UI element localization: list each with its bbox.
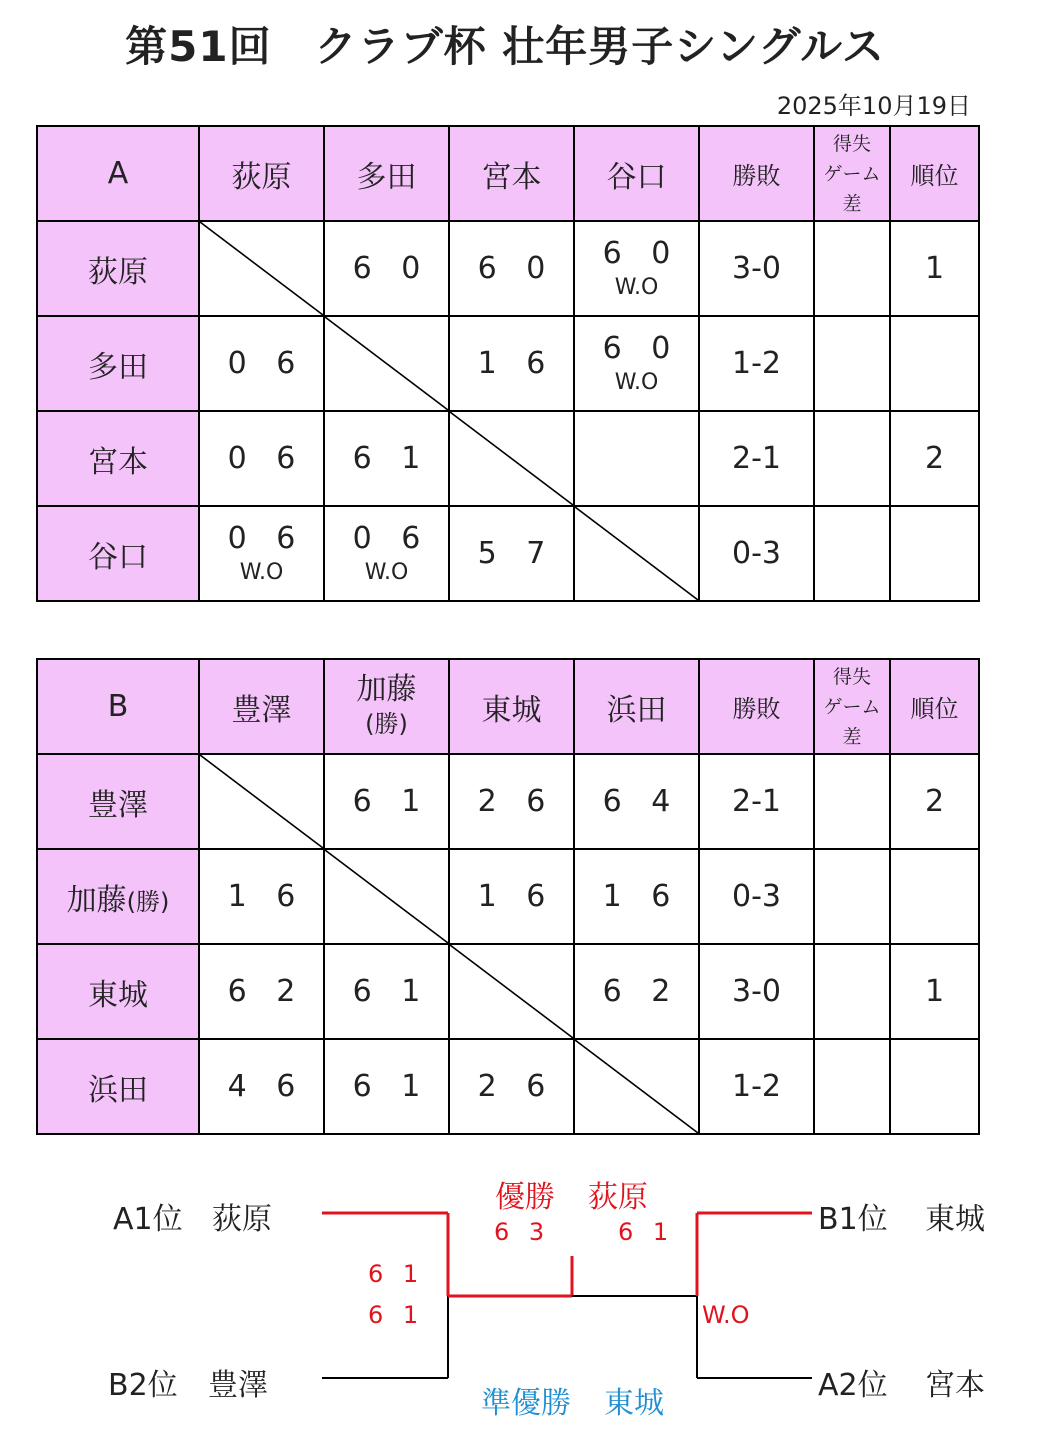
self-match-cell xyxy=(324,849,449,944)
record-cell: 1-2 xyxy=(699,316,814,411)
runnerup-label: 準優勝 xyxy=(481,1386,571,1421)
table-row xyxy=(37,1039,979,1134)
score: 5 7 xyxy=(477,536,556,571)
table-row xyxy=(37,506,979,601)
header-rank: 順位 xyxy=(890,659,979,754)
score-cell xyxy=(199,411,324,506)
group-label: A xyxy=(37,126,199,221)
self-match-cell xyxy=(199,754,324,849)
score: 6 0 xyxy=(602,331,681,366)
header-player: 宮本 xyxy=(449,126,574,221)
score-cell xyxy=(449,506,574,601)
b2-seed: B2位 xyxy=(108,1368,178,1403)
score-cell xyxy=(574,944,699,1039)
group-b-table xyxy=(36,658,980,1135)
score-cell xyxy=(324,411,449,506)
row-player xyxy=(37,944,199,1039)
header-winloss: 勝敗 xyxy=(699,126,814,221)
b1-seed: B1位 xyxy=(818,1202,888,1237)
semi-right-note: W.O xyxy=(702,1301,750,1329)
header-row xyxy=(37,126,979,221)
page-title: 第51回 クラブ杯 壮年男子シングルス xyxy=(125,22,885,71)
rank-cell: 2 xyxy=(890,411,979,506)
row-player-name: 東城 xyxy=(88,977,148,1013)
game-diff-cell xyxy=(814,506,890,601)
diagonal-line xyxy=(575,1040,698,1133)
header-player: 多田 xyxy=(324,126,449,221)
row-player-name: 豊澤 xyxy=(88,787,148,823)
score: 6 4 xyxy=(602,784,681,819)
record-cell: 0-3 xyxy=(699,849,814,944)
row-player-name: 加藤 xyxy=(66,882,127,918)
score: 0 6 xyxy=(227,441,306,476)
row-player-note: (勝) xyxy=(126,887,170,916)
header-game-diff-line: 得失 xyxy=(832,132,871,155)
record-cell: 2-1 xyxy=(699,411,814,506)
diagonal-line xyxy=(450,412,573,505)
score-cell xyxy=(574,849,699,944)
score-cell xyxy=(574,754,699,849)
score-cell xyxy=(199,944,324,1039)
semi-left-score-1: 6 1 xyxy=(368,1260,425,1288)
row-player-name: 宮本 xyxy=(88,444,148,480)
score-cell xyxy=(449,221,574,316)
row-player-name: 浜田 xyxy=(88,1072,148,1108)
score-cell xyxy=(324,754,449,849)
diagonal-line xyxy=(325,850,448,943)
score-cell xyxy=(199,849,324,944)
score: 6 0 xyxy=(477,251,556,286)
row-player xyxy=(37,754,199,849)
diagonal-line xyxy=(450,945,573,1038)
game-diff-cell xyxy=(814,1039,890,1134)
row-player xyxy=(37,849,199,944)
self-match-cell xyxy=(449,411,574,506)
score: 6 1 xyxy=(352,784,431,819)
header-row xyxy=(37,659,979,754)
b2-name: 豊澤 xyxy=(208,1368,268,1403)
score-cell xyxy=(449,1039,574,1134)
table-row xyxy=(37,411,979,506)
diagonal-line xyxy=(575,507,698,600)
header-player xyxy=(324,659,449,754)
header-player-note: (勝) xyxy=(365,709,408,738)
self-match-cell xyxy=(324,316,449,411)
game-diff-cell xyxy=(814,411,890,506)
row-player xyxy=(37,221,199,316)
row-player xyxy=(37,316,199,411)
score-cell xyxy=(574,316,699,411)
header-game-diff xyxy=(814,126,890,221)
rank-cell xyxy=(890,849,979,944)
header-game-diff xyxy=(814,659,890,754)
final-score-1: 6 3 xyxy=(494,1218,551,1246)
row-player xyxy=(37,506,199,601)
score-cell xyxy=(449,754,574,849)
a2-name: 宮本 xyxy=(925,1368,985,1403)
header-player: 浜田 xyxy=(574,659,699,754)
header-game-diff-line: 得失 xyxy=(832,665,871,688)
table-row xyxy=(37,849,979,944)
self-match-cell xyxy=(199,221,324,316)
score: 1 6 xyxy=(602,879,681,914)
header-rank: 順位 xyxy=(890,126,979,221)
score: 1 6 xyxy=(477,879,556,914)
table-row xyxy=(37,754,979,849)
score-cell xyxy=(449,849,574,944)
row-player xyxy=(37,411,199,506)
score-cell xyxy=(324,221,449,316)
score: 4 6 xyxy=(227,1069,306,1104)
table-row xyxy=(37,221,979,316)
diagonal-line xyxy=(325,317,448,410)
header-player: 豊澤 xyxy=(199,659,324,754)
score: 6 0 xyxy=(352,251,431,286)
a1-seed: A1位 xyxy=(113,1202,183,1237)
score-cell xyxy=(324,1039,449,1134)
a1-name: 荻原 xyxy=(212,1202,272,1237)
game-diff-cell xyxy=(814,944,890,1039)
row-player-name: 谷口 xyxy=(88,539,148,575)
header-player: 東城 xyxy=(449,659,574,754)
rank-cell: 2 xyxy=(890,754,979,849)
score-cell xyxy=(199,316,324,411)
champion-name: 荻原 xyxy=(588,1180,648,1215)
score: 0 6 xyxy=(227,521,306,556)
header-game-diff-line: 差 xyxy=(842,725,862,748)
record-cell: 3-0 xyxy=(699,944,814,1039)
diagonal-line xyxy=(200,222,323,315)
self-match-cell xyxy=(449,944,574,1039)
walkover-note: W.O xyxy=(614,275,659,300)
rank-cell xyxy=(890,506,979,601)
game-diff-cell xyxy=(814,221,890,316)
row-player-name: 多田 xyxy=(88,349,148,385)
score-cell xyxy=(574,411,699,506)
final-score-2: 6 1 xyxy=(618,1218,675,1246)
event-date: 2025年10月19日 xyxy=(776,92,971,120)
a2-seed: A2位 xyxy=(818,1368,888,1403)
score: 6 2 xyxy=(602,974,681,1009)
walkover-note: W.O xyxy=(614,370,659,395)
self-match-cell xyxy=(574,506,699,601)
self-match-cell xyxy=(574,1039,699,1134)
score: 6 1 xyxy=(352,1069,431,1104)
rank-cell: 1 xyxy=(890,221,979,316)
score-cell xyxy=(324,944,449,1039)
final-bracket xyxy=(0,1160,1037,1440)
game-diff-cell xyxy=(814,316,890,411)
table-row xyxy=(37,944,979,1039)
record-cell: 3-0 xyxy=(699,221,814,316)
score-cell xyxy=(324,506,449,601)
header-game-diff-line: 差 xyxy=(842,192,862,215)
score-cell xyxy=(449,316,574,411)
game-diff-cell xyxy=(814,754,890,849)
semi-left-score-2: 6 1 xyxy=(368,1301,425,1329)
score: 2 6 xyxy=(477,1069,556,1104)
runnerup-name: 東城 xyxy=(604,1386,664,1421)
b1-name: 東城 xyxy=(925,1202,985,1237)
score: 6 1 xyxy=(352,974,431,1009)
header-player: 荻原 xyxy=(199,126,324,221)
header-game-diff-line: ゲーム xyxy=(823,162,881,185)
header-winloss: 勝敗 xyxy=(699,659,814,754)
diagonal-line xyxy=(200,755,323,848)
score: 0 6 xyxy=(227,346,306,381)
rank-cell: 1 xyxy=(890,944,979,1039)
game-diff-cell xyxy=(814,849,890,944)
rank-cell xyxy=(890,1039,979,1134)
header-player-name: 加藤 xyxy=(356,671,417,707)
row-player-name: 荻原 xyxy=(88,254,148,290)
score-cell xyxy=(199,506,324,601)
header-game-diff-line: ゲーム xyxy=(823,695,881,718)
score-cell xyxy=(199,1039,324,1134)
rank-cell xyxy=(890,316,979,411)
record-cell: 1-2 xyxy=(699,1039,814,1134)
group-a-table xyxy=(36,125,980,602)
table-row xyxy=(37,316,979,411)
score: 6 2 xyxy=(227,974,306,1009)
score-cell xyxy=(574,221,699,316)
score: 1 6 xyxy=(477,346,556,381)
header-player: 谷口 xyxy=(574,126,699,221)
walkover-note: W.O xyxy=(239,560,284,585)
score: 0 6 xyxy=(352,521,431,556)
group-label: B xyxy=(37,659,199,754)
row-player xyxy=(37,1039,199,1134)
champion-label: 優勝 xyxy=(495,1180,555,1215)
record-cell: 0-3 xyxy=(699,506,814,601)
score: 6 1 xyxy=(352,441,431,476)
walkover-note: W.O xyxy=(364,560,409,585)
score: 2 6 xyxy=(477,784,556,819)
score: 6 0 xyxy=(602,236,681,271)
score: 1 6 xyxy=(227,879,306,914)
record-cell: 2-1 xyxy=(699,754,814,849)
